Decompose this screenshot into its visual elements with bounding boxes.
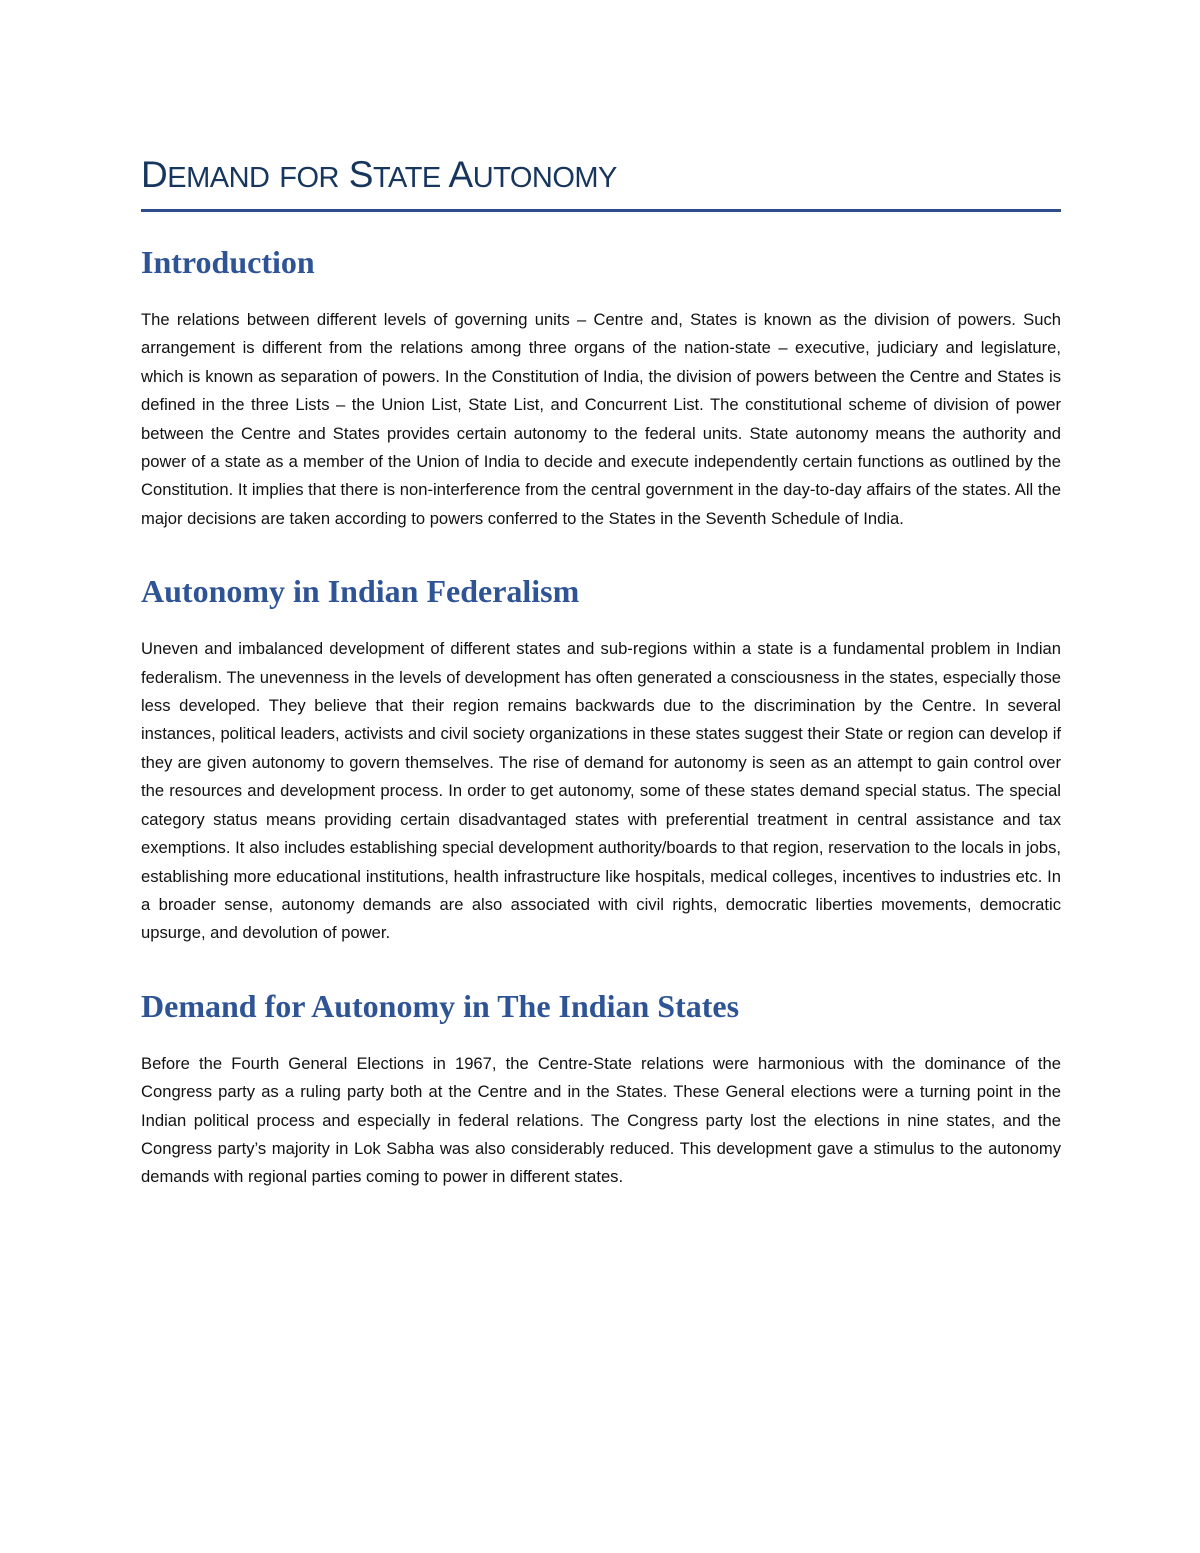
- section-heading: Autonomy in Indian Federalism: [141, 573, 580, 610]
- section-paragraph: The relations between different levels of governing units – Centre and, States is known as the division of powers. Such arrangement is different from the relations among three organs of the nation-state – executive, judiciary and legislature, which is known as separation of powers. In the Constitution of India, the division of powers between the Centre and States is defined in the three Lists – the Union List, State List, and Concurrent List. The constitutional scheme of division of power between the Centre and States provides certain autonomy to the federal units. State autonomy means the authority and power of a state as a member of the Union of India to decide and execute independently certain functions as outlined by the Constitution. It implies that there is non-interference from the central government in the day-to-day affairs of the states. All the major decisions are taken according to powers conferred to the States in the Seventh Schedule of India.: [141, 310, 1061, 528]
- title-word-1: DEMAND: [141, 154, 270, 195]
- section-introduction: [141, 242, 1061, 533]
- title-word-2: FOR: [279, 162, 339, 194]
- section-paragraph: Before the Fourth General Elections in 1967, the Centre-State relations were harmonious with the dominance of the Congress party as a ruling party both at the Centre and in the States. These General elections were a turning point in the Indian political process and especially in federal relations. The Congress party lost the elections in nine states, and the Congress party’s majority in Lok Sabha was also considerably reduced. This development gave a stimulus to the autonomy demands with regional parties coming to power in different states.: [141, 1053, 1061, 1187]
- document-title: [141, 150, 1061, 212]
- section-paragraph: Uneven and imbalanced development of different states and sub-regions within a state is a fundamental problem in Indian federalism. The unevenness in the levels of development has often generated a consciousness in the states, especially those less developed. They believe that their region remains backwards due to the discrimination by the Centre. In several instances, political leaders, activists and civil society organizations in these states suggest their State or region can develop if they are given autonomy to govern themselves. The rise of demand for autonomy is seen as an attempt to gain control over the resources and development process. In order to get autonomy, some of these states demand special status. The special category status means providing certain disadvantaged states with preferential treatment in central assistance and tax exemptions. It also includes establishing special development authority/boards to that region, reservation to the locals in jobs, establishing more educational institutions, health infrastructure like hospitals, medical colleges, incentives to industries etc. In a broader sense, autonomy demands are also associated with civil rights, democratic liberties movements, democratic upsurge, and devolution of power.: [141, 639, 1061, 943]
- section-autonomy-in-indian-federalism: [141, 571, 1061, 947]
- title-word-3: STATE: [348, 154, 441, 195]
- document-page: [141, 150, 1061, 1192]
- section-heading: Demand for Autonomy in The Indian States: [141, 987, 740, 1024]
- title-word-4: AUTONOMY: [448, 154, 617, 195]
- section-demand-for-autonomy: [141, 986, 1061, 1192]
- section-heading: Introduction: [141, 244, 315, 280]
